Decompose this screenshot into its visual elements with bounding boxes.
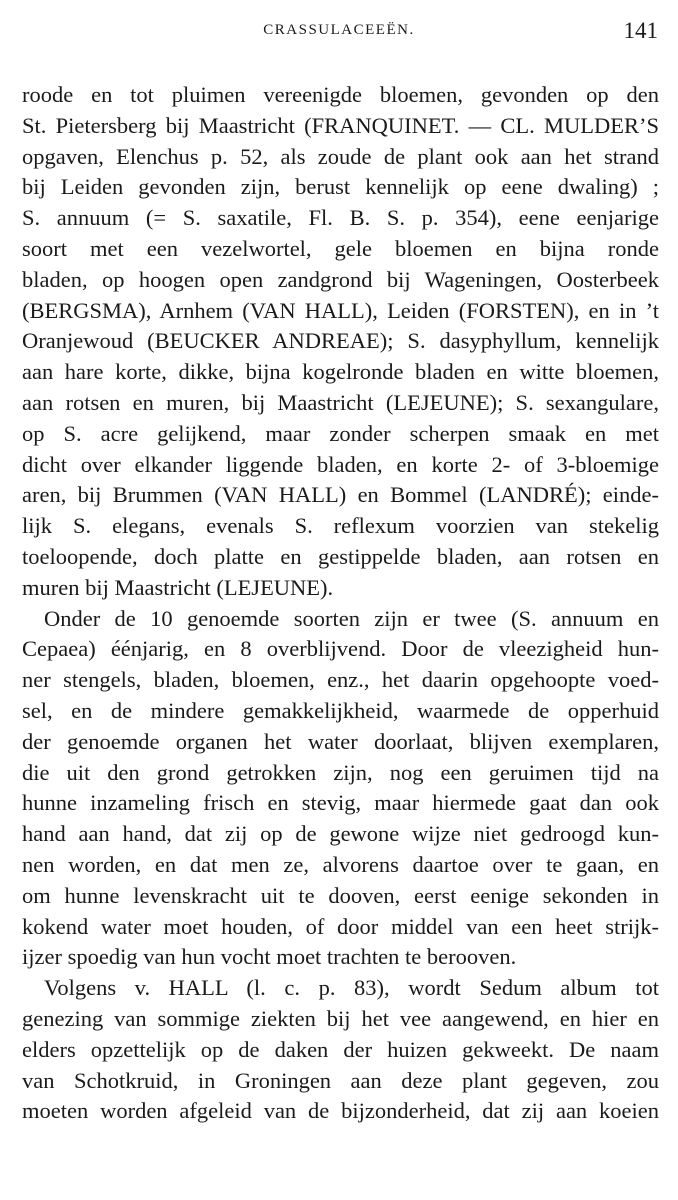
text-line: bladen, op hoogen open zandgrond bij Wageningen, Oosterbeek — [22, 266, 659, 292]
text-line: moeten worden afgeleid van de bijzonderheid, dat zij aan koeien — [22, 1098, 659, 1124]
text-line: soort met een vezelwortel, gele bloemen en bijna ronde — [22, 235, 659, 261]
text-line: om hunne levenskracht uit te dooven, eerst eenige sekonden in — [22, 882, 659, 908]
text-line: op S. acre gelijkend, maar zonder scherpen smaak en met — [22, 420, 659, 446]
text-line: der genoemde organen het water doorlaat, blijven exemplaren, — [22, 728, 659, 754]
body-text — [22, 80, 659, 1127]
text-line: die uit den grond getrokken zijn, nog een geruimen tijd na — [22, 759, 659, 785]
text-line: Cepaea) éénjarig, en 8 overblijvend. Door de vleezigheid hun- — [22, 636, 659, 662]
text-line: bij Leiden gevonden zijn, berust kennelijk op eene dwaling) ; — [22, 174, 659, 200]
text-line: roode en tot pluimen vereenigde bloemen, gevonden op den — [22, 82, 659, 107]
text-line: hunne inzameling frisch en stevig, maar hiermede gaat dan ook — [22, 790, 659, 816]
text-line: muren bij Maastricht (LEJEUNE). — [22, 574, 334, 600]
text-line: Onder de 10 genoemde soorten zijn er twee (S. annuum en — [44, 605, 659, 631]
text-line: Volgens v. HALL (l. c. p. 83), wordt Sedum album tot — [44, 975, 659, 1001]
text-line: elders opzettelijk op de daken der huizen gekweekt. De naam — [22, 1036, 659, 1062]
text-line: aan rotsen en muren, bij Maastricht (LEJEUNE); S. sexangulare, — [22, 389, 659, 415]
text-line: ner stengels, bladen, bloemen, enz., het daarin opgehoopte voed- — [22, 667, 659, 693]
text-line: sel, en de mindere gemakkelijkheid, waarmede de opperhuid — [22, 697, 659, 723]
text-line: nen worden, en dat men ze, alvorens daartoe over te gaan, en — [22, 851, 659, 877]
text-line: toeloopende, doch platte en gestippelde bladen, aan rotsen en — [22, 543, 659, 569]
text-line: lijk S. elegans, evenals S. reflexum voorzien van stekelig — [22, 513, 659, 539]
page-number: 141 — [623, 18, 658, 43]
text-line: genezing van sommige ziekten bij het vee aangewend, en hier en — [22, 1005, 659, 1031]
text-line: ijzer spoedig van hun vocht moet trachten te berooven. — [22, 944, 517, 970]
text-line: St. Pietersberg bij Maastricht (FRANQUINET. — CL. MULDER’S — [22, 112, 659, 138]
text-line: S. annuum (= S. saxatile, Fl. B. S. p. 354), eene eenjarige — [22, 205, 659, 231]
text-line: aren, bij Brummen (VAN HALL) en Bommel (LANDRÉ); einde- — [22, 482, 659, 508]
text-line: hand aan hand, dat zij op de gewone wijze niet gedroogd kun- — [22, 821, 659, 847]
text-line: kokend water moet houden, of door middel van een heet strijk- — [22, 913, 659, 939]
text-line: opgaven, Elenchus p. 52, als zoude de plant ook aan het strand — [22, 143, 659, 169]
text-line: dicht over elkander liggende bladen, en korte 2- of 3-bloemige — [22, 451, 659, 477]
text-line: Oranjewoud (BEUCKER ANDREAE); S. dasyphyllum, kennelijk — [22, 328, 659, 354]
running-title: CRASSULACEEËN. — [263, 22, 415, 38]
text-line: aan hare korte, dikke, bijna kogelronde bladen en witte bloemen, — [22, 359, 659, 385]
text-line: (BERGSMA), Arnhem (VAN HALL), Leiden (FORSTEN), en in ’t — [22, 297, 659, 323]
text-line: van Schotkruid, in Groningen aan deze plant gegeven, zou — [22, 1067, 659, 1093]
